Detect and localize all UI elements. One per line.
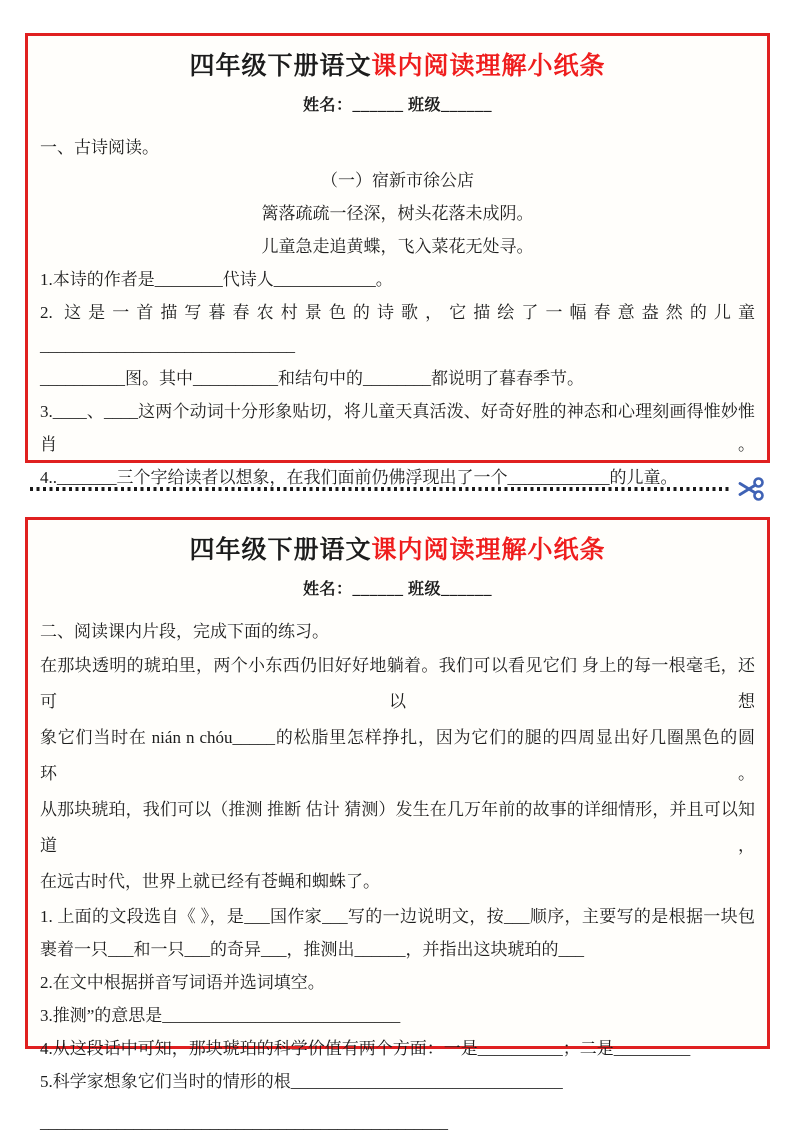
reading-passage — [40, 648, 755, 900]
worksheet-slip-2 — [25, 517, 770, 1132]
passage-line: 象它们当时在 nián n chóu_____的松脂里怎样挣扎，因为它们的腿的四周显出好几圈黑色的圆环。 — [40, 728, 755, 783]
worksheet-slip-1 — [25, 33, 770, 487]
question-5-cont: ________________________________________________ — [40, 1113, 448, 1132]
section-heading-2: 二、阅读课内片段，完成下面的练习。 — [40, 622, 329, 641]
section-heading-1: 一、古诗阅读。 — [40, 138, 159, 157]
question-4: 4.._______三个字给读者以想象，在我们面前仍佛浮现出了一个____________的儿童。 — [40, 468, 678, 487]
question-3: 3.____、____这两个动词十分形象贴切，将儿童天真活泼、好奇好胜的神态和心理刻画得惟妙惟肖。 — [40, 402, 755, 454]
question-1: 1.本诗的作者是________代诗人____________。 — [40, 270, 393, 289]
poem-line: 篱落疏疏一径深，树头花落未成阴。 — [261, 204, 534, 223]
passage-line: 在那块透明的琥珀里，两个小东西仍旧好好地躺着。我们可以看见它们 身上的每一根毫毛，还可以想 — [40, 656, 755, 711]
page-title — [40, 534, 755, 568]
poem-title: （一）宿新市徐公店 — [321, 171, 474, 190]
question-2-cont: __________图。其中__________和结句中的________都说明了暮春季节。 — [40, 369, 584, 388]
passage-line: 在远古时代，世界上就已经有苍蝇和蜘蛛了。 — [40, 872, 380, 891]
question-1: 1. 上面的文段选自《 》，是___国作家___写的一边说明文，按___顺序，主要写的是根据一块包 — [40, 907, 755, 926]
question-5: 5.科学家想象它们当时的情形的根________________________________ — [40, 1072, 563, 1091]
scissors-icon — [736, 473, 768, 505]
name-class-line: 姓名：______ 班级______ — [302, 97, 492, 114]
question-4: 4.从这段话中可知，那块琥珀的科学价值有两个方面：一是__________；二是_________ — [40, 1039, 691, 1058]
page-title — [40, 50, 755, 84]
question-2: 2.在文中根据拼音写词语并选词填空。 — [40, 973, 325, 992]
question-1-cont: 裹着一只___和一只___的奇异___，推测出______，并指出这块琥珀的___ — [40, 940, 584, 959]
page-title-black: 四年级下册语文 — [189, 53, 372, 80]
page-title-black: 四年级下册语文 — [189, 537, 372, 564]
page-title-red: 课内阅读理解小纸条 — [371, 537, 606, 564]
question-3: 3.推测”的意思是____________________________ — [40, 1006, 401, 1025]
name-class-line: 姓名：______ 班级______ — [302, 581, 492, 598]
page-title-red: 课内阅读理解小纸条 — [371, 53, 606, 80]
poem-line: 儿童急走追黄蝶，飞入菜花无处寻。 — [261, 237, 534, 256]
question-2: 2. 这是一首描写暮春农村景色的诗歌，它描绘了一幅春意盎然的儿童______________________________ — [40, 303, 755, 355]
cut-dotted-line — [30, 487, 730, 491]
passage-line: 从那块琥珀，我们可以（推测 推断 估计 猜测）发生在几万年前的故事的详细情形，并且可以知道， — [40, 800, 755, 855]
